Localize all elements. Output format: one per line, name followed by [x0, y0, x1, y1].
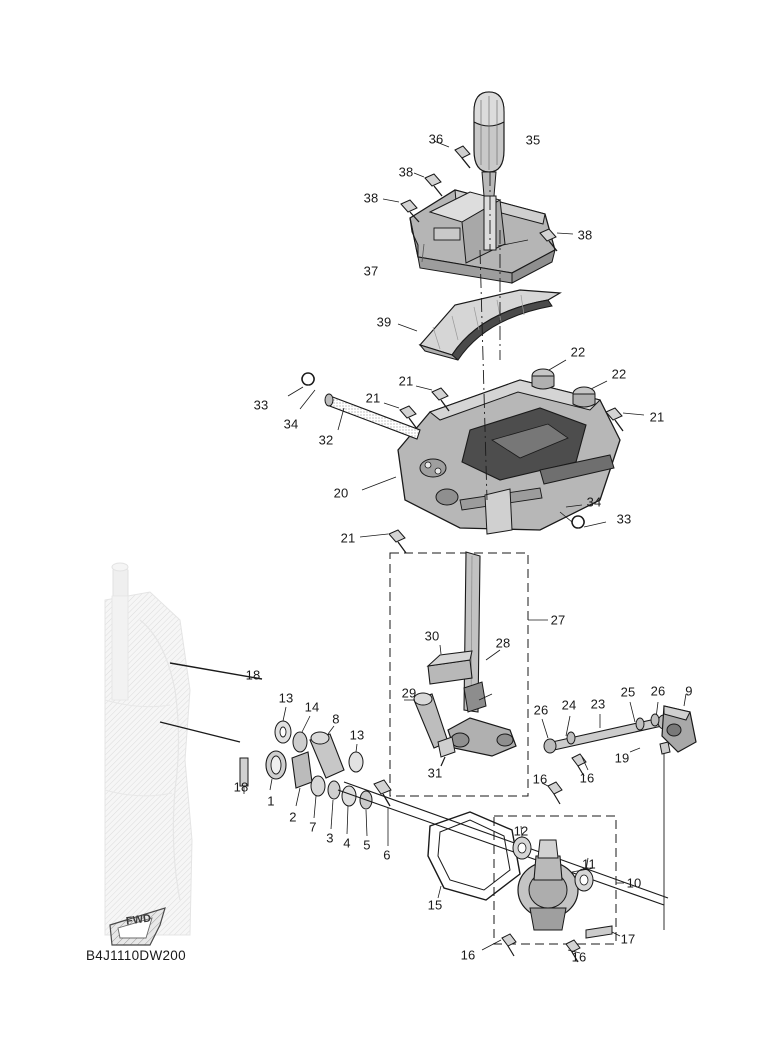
callout-number: 25: [620, 684, 636, 700]
part-code-label: B4J1110DW200: [86, 948, 186, 963]
callout-number: 29: [401, 685, 417, 701]
callout-number: 16: [532, 771, 548, 787]
callout-number: 35: [525, 132, 541, 148]
part-39-cover: [398, 290, 560, 360]
callout-number: 22: [570, 344, 586, 360]
part-10-cylinder-assembly: [482, 754, 620, 962]
callout-number: 16: [571, 949, 587, 965]
callout-number: 11: [582, 856, 596, 872]
callout-number: 21: [340, 530, 356, 546]
callout-number: 31: [427, 765, 443, 781]
callout-number: 14: [304, 699, 320, 715]
part-31-lever: [438, 682, 516, 766]
callout-number: 24: [561, 697, 577, 713]
callout-number: 6: [383, 847, 391, 863]
part-37-shift-lever-housing: [410, 190, 555, 283]
callout-number: 38: [363, 190, 379, 206]
callout-number: 30: [424, 628, 440, 644]
callout-number: 17: [620, 931, 636, 947]
fwd-label: FWD: [125, 912, 152, 928]
callout-number: 13: [349, 727, 365, 743]
callout-number: 1: [267, 793, 275, 809]
callout-number: 5: [363, 837, 371, 853]
callout-number: 23: [590, 696, 606, 712]
callout-number: 39: [376, 314, 392, 330]
callout-number: 34: [586, 494, 602, 510]
callout-number: 38: [577, 227, 593, 243]
callout-number: 21: [365, 390, 381, 406]
callout-number: 27: [550, 612, 566, 628]
callout-number: 15: [427, 897, 443, 913]
callout-number: 4: [343, 835, 351, 851]
callout-number: 26: [650, 683, 666, 699]
ghost-housing: [105, 563, 192, 935]
callout-number: 28: [495, 635, 511, 651]
callout-number: 22: [611, 366, 627, 382]
callout-number: 16: [579, 770, 595, 786]
callout-number: 19: [614, 750, 630, 766]
callout-number: 38: [398, 164, 414, 180]
callout-number: 13: [278, 690, 294, 706]
callout-number: 12: [513, 823, 529, 839]
callout-number: 36: [428, 131, 444, 147]
callout-number: 8: [332, 711, 340, 727]
callout-number: 16: [460, 947, 476, 963]
callout-number: 18: [233, 779, 249, 795]
callout-number: 9: [685, 683, 693, 699]
callout-number: 32: [318, 432, 334, 448]
callout-number: 20: [333, 485, 349, 501]
part-35-shift-knob: [474, 92, 504, 196]
callout-number: 18: [245, 667, 261, 683]
callout-number: 33: [253, 397, 269, 413]
callout-number: 37: [363, 263, 379, 279]
callout-number: 26: [533, 702, 549, 718]
callout-number: 34: [283, 416, 299, 432]
callout-number: 21: [649, 409, 665, 425]
callout-number: 10: [626, 875, 642, 891]
part-15-gasket: [428, 812, 520, 900]
callout-number: 21: [398, 373, 414, 389]
callout-number: 3: [326, 830, 334, 846]
callout-number: 7: [309, 819, 317, 835]
callout-number: 33: [616, 511, 632, 527]
callout-number: 2: [289, 809, 297, 825]
